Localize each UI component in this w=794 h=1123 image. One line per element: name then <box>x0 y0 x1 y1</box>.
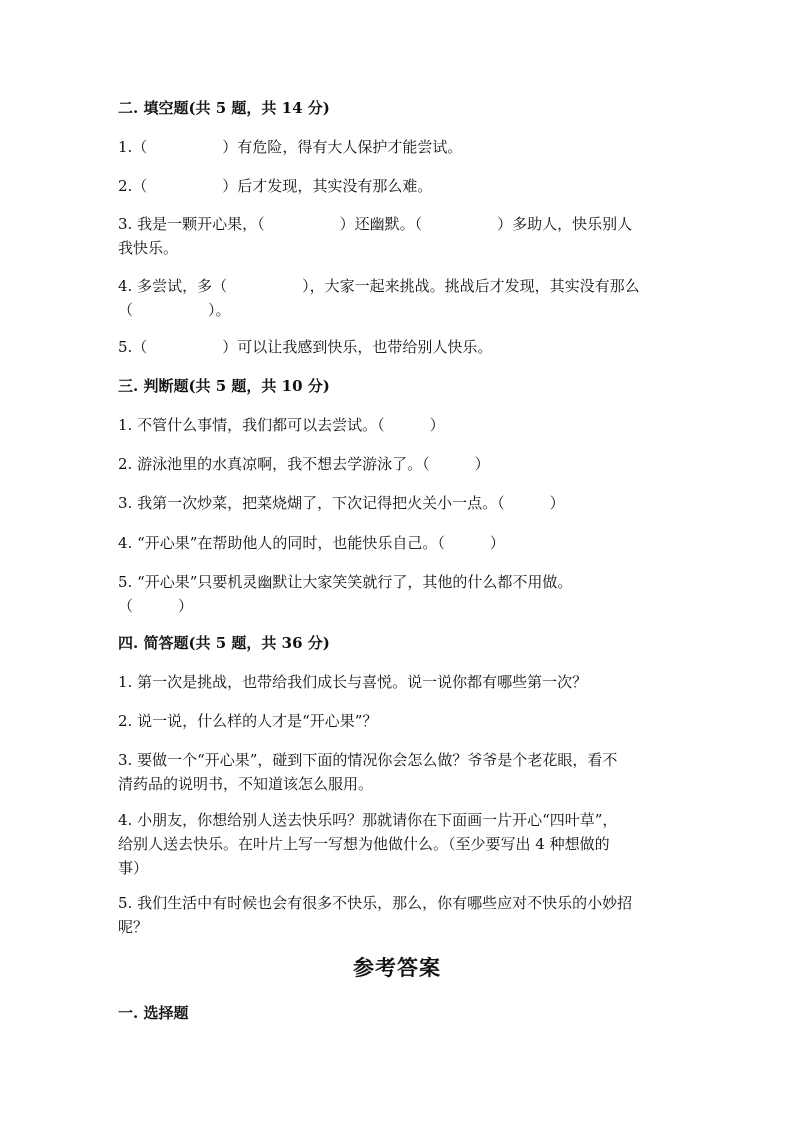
question-item <box>118 174 674 198</box>
question-item <box>118 135 674 159</box>
question-text: 1. 第一次是挑战，也带给我们成长与喜悦。说一说你都有哪些第一次？ <box>118 673 588 691</box>
question-text: 3. 我第一次炒菜，把菜烧煳了，下次记得把火关小一点。（ ） <box>118 494 565 512</box>
question-item <box>118 891 674 939</box>
question-item <box>118 335 674 359</box>
question-item <box>118 808 674 880</box>
question-text: 2.（ ）后才发现，其实没有那么难。 <box>118 177 433 195</box>
question-text: 3. 我是一颗开心果，（ ）还幽默。（ ）多助人，快乐别人 <box>118 215 633 233</box>
question-item <box>118 212 674 260</box>
question-text: 4. 多尝试，多（ ），大家一起来挑战。挑战后才发现，其实没有那么 <box>118 277 640 295</box>
question-item <box>118 748 674 796</box>
question-text: 5. “开心果”只要机灵幽默让大家笑笑就行了，其他的什么都不用做。 <box>118 573 573 591</box>
question-text-continued: 给别人送去快乐。在叶片上写一写想为他做什么。（至少要写出 4 种想做的 <box>118 835 610 853</box>
section-heading-fill-blank: 二. 填空题(共 5 题，共 14 分) <box>118 99 330 117</box>
question-text-continued: （ ）。 <box>118 301 231 319</box>
question-text-continued: （ ） <box>118 597 194 615</box>
answer-key-title: 参考答案 <box>353 955 441 980</box>
section-heading-multiple-choice: 一. 选择题 <box>118 1004 189 1022</box>
section-heading-true-false: 三. 判断题(共 5 题，共 10 分) <box>118 377 330 395</box>
question-text: 3. 要做一个“开心果”，碰到下面的情况你会怎么做？爷爷是个老花眼，看不 <box>118 751 618 769</box>
question-text-continued: 事） <box>118 859 149 877</box>
section-heading-short-answer: 四. 简答题(共 5 题，共 36 分) <box>118 634 330 652</box>
question-item <box>118 274 674 322</box>
question-text-continued: 呢？ <box>118 918 149 936</box>
question-text: 4. “开心果”在帮助他人的同时，也能快乐自己。（ ） <box>118 534 505 552</box>
question-item <box>118 531 674 555</box>
question-item <box>118 670 674 694</box>
question-item <box>118 570 674 618</box>
question-item <box>118 413 674 437</box>
question-item <box>118 491 674 515</box>
question-text-continued: 清药品的说明书，不知道该怎么服用。 <box>118 775 374 793</box>
question-text: 1.（ ）有危险，得有大人保护才能尝试。 <box>118 138 463 156</box>
question-item <box>118 452 674 476</box>
question-text: 2. 说一说，什么样的人才是“开心果”？ <box>118 712 378 730</box>
question-text: 1. 不管什么事情，我们都可以去尝试。（ ） <box>118 416 445 434</box>
question-text: 2. 游泳池里的水真凉啊，我不想去学游泳了。（ ） <box>118 455 490 473</box>
question-text: 5. 我们生活中有时候也会有很多不快乐，那么，你有哪些应对不快乐的小妙招 <box>118 894 633 912</box>
question-text-continued: 我快乐。 <box>118 239 179 257</box>
question-text: 5.（ ）可以让我感到快乐，也带给别人快乐。 <box>118 338 493 356</box>
question-item <box>118 709 674 733</box>
question-text: 4. 小朋友，你想给别人送去快乐吗？那就请你在下面画一片开心“四叶草”， <box>118 811 618 829</box>
